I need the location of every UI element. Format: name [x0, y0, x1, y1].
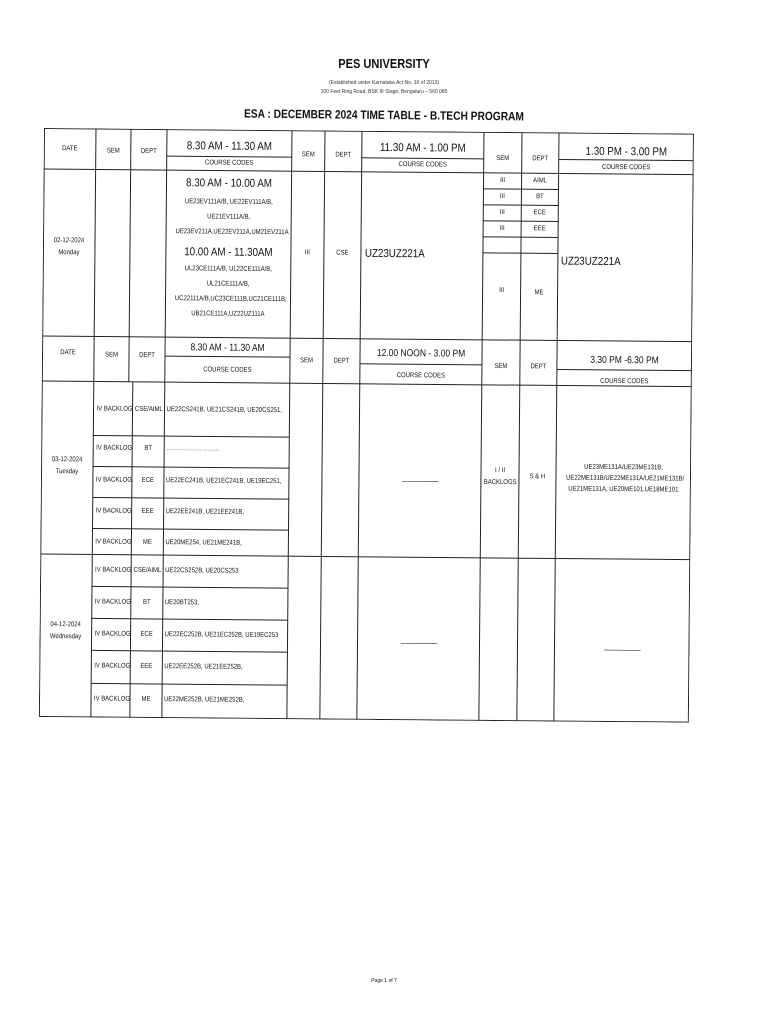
day3-row-codes: UE22EC252B, UE21EC252B, UE19EC253	[164, 631, 279, 640]
day3-row-sem: IV BACKLOG	[94, 630, 131, 638]
day2-row-sem: IV BACKLOG	[95, 476, 132, 484]
col-sem: SEM	[301, 151, 315, 159]
day3-row-codes: UE20BT253,	[164, 599, 199, 607]
day3-row-dept: EEE	[140, 662, 153, 670]
day3-row-sem: IV BACKLOG	[94, 598, 131, 606]
col-dept: DEPT	[335, 151, 352, 159]
col-dept: DEPT	[139, 351, 155, 359]
day2-row-codes: UE22EE241B, UE21EE241B,	[165, 508, 245, 516]
day1-right-sem: III	[500, 176, 506, 185]
program-title: ESA : DECEMBER 2024 TIME TABLE - B.TECH PROGRAM	[243, 106, 525, 124]
slot2-1-time: 8.30 AM - 11.30 AM	[190, 342, 265, 354]
course-codes-label: COURSE CODES	[205, 159, 254, 167]
day2-row-sem: IV BACKLOG	[95, 538, 132, 546]
day1-sub2-time: 10.00 AM - 11.30AM	[184, 246, 273, 259]
day3-row-dept: ECE	[140, 630, 153, 638]
course-codes-label: COURSE CODES	[396, 372, 446, 380]
address: 100 Feet Ring Road, BSK III Stage, Bengaluru – 560 085	[320, 89, 448, 95]
day3-row-codes: UE22ME252B, UE21ME252B,	[163, 696, 245, 704]
day1-right-sem: III	[499, 192, 505, 201]
day1-sub2-line: UB21CE111A,UZ22UZ111A	[191, 310, 265, 318]
col-date: DATE	[62, 145, 78, 153]
day2-row-dept: EEE	[141, 507, 154, 515]
course-codes-label: COURSE CODES	[203, 366, 252, 374]
university-name: PES UNIVERSITY	[338, 56, 430, 71]
day1-right-dept: AIML	[533, 177, 548, 185]
day1-right-sem: III	[499, 224, 505, 233]
slot2-2-time: 12.00 NOON - 3.00 PM	[376, 347, 466, 360]
slot1-time: 8.30 AM - 11.30 AM	[186, 140, 272, 153]
day2-row-dept: CSE/AIML	[134, 405, 163, 414]
day1-right-dept: BT	[536, 193, 544, 201]
col-dept: DEPT	[333, 357, 350, 365]
day1-sub2-line: UL21CE111A/B,	[206, 280, 250, 288]
col-date: DATE	[60, 349, 76, 357]
day2-right-codes: UE22ME131B/UE22ME131A/UE21ME131B/	[566, 474, 685, 483]
col-sem: SEM	[105, 351, 118, 359]
day1-right-dept: ECE	[533, 209, 546, 217]
day1-right-dept: EEE	[533, 225, 546, 233]
day2-row-sem: IV BACKLOG	[96, 444, 133, 452]
day2-date: 03-12-2024	[51, 456, 83, 464]
day1-sub2-line: UC22111A/B,UC23CE111B,UC21CE111B,	[174, 295, 287, 304]
day2-row-dept: BT	[144, 444, 153, 452]
established-note: (Established under Karnataka Act No. 16 of 2013)	[328, 80, 440, 86]
day2-right-sem: I / II	[495, 466, 506, 475]
day1-right-dept: ME	[534, 289, 544, 297]
day2-row-codes: UE20ME254, UE21ME241B,	[165, 539, 242, 547]
day2-right-codes: UE21ME131A, UE20ME101,UE18ME101	[568, 485, 679, 494]
day3-row-codes: UE22CS252B, UE20CS253	[165, 567, 239, 575]
day1-mid-dept: CSE	[336, 249, 349, 257]
day1-right-sem: III	[499, 286, 505, 295]
col-sem: SEM	[299, 357, 313, 365]
day1-mid-code: UZ23UZ221A	[364, 247, 425, 261]
day3-date: 04-12-2024	[50, 621, 81, 629]
day3-row-dept: CSE/AIML	[133, 566, 162, 575]
col-dept: DEPT	[532, 155, 549, 163]
col-dept: DEPT	[140, 147, 157, 155]
day3-mid-empty: --------------------------------	[400, 640, 437, 648]
day3-row-sem: IV BACKLOG	[95, 566, 132, 574]
day3-row-sem: IV BACKLOG	[93, 695, 131, 703]
day3-row-sem: IV BACKLOG	[94, 662, 131, 670]
day3-right-empty: --------------------------------	[603, 646, 641, 655]
day1-sub1-time: 8.30 AM - 10.00 AM	[186, 177, 272, 190]
day3-row-codes: UE22EE252B, UE21EE252B,	[164, 663, 243, 671]
day2-row-sem: IV BACKLOG	[95, 507, 132, 515]
day2-row-codes: UE22EC241B, UE21EC241B, UE19EC251,	[165, 477, 282, 486]
day1-mid-sem: III	[304, 249, 310, 257]
slot2-time: 11.30 AM - 1.00 PM	[379, 141, 466, 155]
course-codes-label: COURSE CODES	[602, 163, 651, 172]
day2-right-codes: UE23ME131A/UE23ME131B,	[584, 463, 663, 472]
timetable	[39, 128, 694, 723]
day2-right-sem: BACKLOGS	[483, 478, 517, 487]
day2-weekday: Tuesday	[55, 468, 79, 476]
col-sem: SEM	[496, 154, 510, 163]
day3-row-dept: ME	[141, 695, 151, 703]
course-codes-label: COURSE CODES	[398, 161, 447, 169]
day1-sub1-line: UE21EV111A/B,	[207, 213, 251, 221]
day2-row-sem: IV BACKLOG	[96, 405, 133, 413]
day2-row-dept: ECE	[141, 476, 155, 484]
course-codes-label: COURSE CODES	[600, 377, 649, 386]
day1-sub1-line: UE23EV111A/B, UE22EV111A/B,	[184, 198, 273, 206]
day1-right-sem: III	[499, 208, 505, 217]
day1-sub1-line: UE23EV211A,UE22EV211A,UM21EV211A	[175, 228, 289, 237]
col-sem: SEM	[106, 147, 120, 155]
day2-mid-empty: --------------------------------	[401, 478, 439, 486]
day1-sub2-line: UL23CE111A/B, UL22CE111A/B,	[184, 265, 272, 273]
day2-right-dept: S & H	[529, 473, 546, 481]
day3-row-dept: BT	[143, 598, 151, 606]
day3-weekday: Wednesday	[49, 633, 82, 641]
day2-row-codes: ………………………	[166, 445, 220, 453]
day2-row-dept: ME	[142, 538, 152, 546]
day2-row-codes: UE22CS241B, UE21CS241B, UE20CS251,	[166, 406, 283, 415]
day1-date: 02-12-2024	[53, 237, 85, 245]
col-dept: DEPT	[530, 363, 547, 371]
day1-right-code: UZ23UZ221A	[560, 255, 621, 269]
page-number: Page 1 of 7	[371, 978, 397, 984]
day1-weekday: Monday	[58, 249, 80, 257]
col-sem: SEM	[494, 362, 508, 371]
slot3-time: 1.30 PM - 3.00 PM	[585, 145, 668, 159]
slot2-3-time: 3.30 PM -6.30 PM	[590, 354, 659, 367]
